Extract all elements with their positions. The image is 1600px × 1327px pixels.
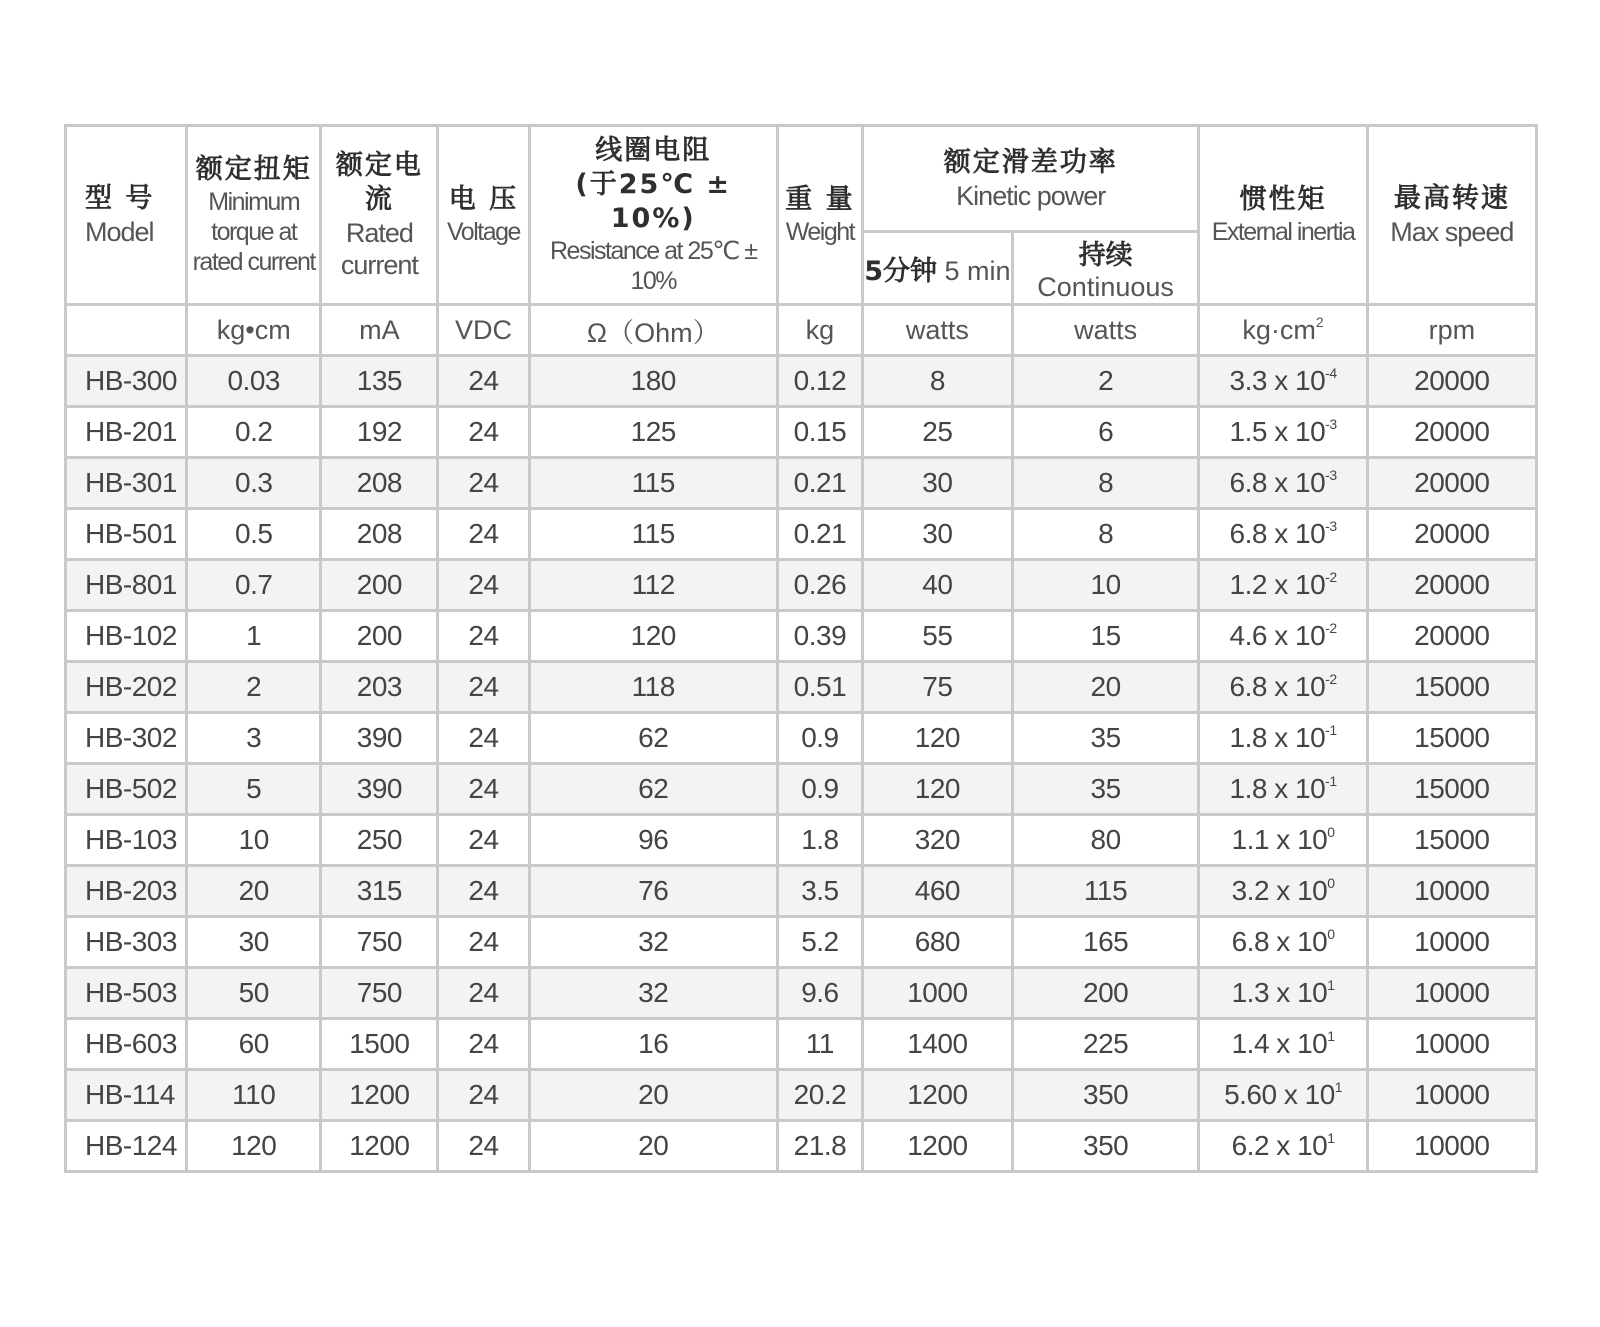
cell-torque: 110 bbox=[187, 1070, 321, 1121]
cell-weight: 21.8 bbox=[777, 1121, 862, 1172]
cell-inertia bbox=[1199, 815, 1367, 866]
cell-weight: 3.5 bbox=[777, 866, 862, 917]
cell-torque: 10 bbox=[187, 815, 321, 866]
unit-weight: kg bbox=[777, 305, 862, 356]
cell-speed: 20000 bbox=[1367, 356, 1536, 407]
cell-current: 390 bbox=[321, 713, 438, 764]
cell-speed: 10000 bbox=[1367, 917, 1536, 968]
cell-voltage: 24 bbox=[438, 764, 529, 815]
inertia-exponent: -4 bbox=[1325, 365, 1337, 381]
cell-speed: 20000 bbox=[1367, 407, 1536, 458]
cell-torque: 1 bbox=[187, 611, 321, 662]
spec-table-body bbox=[66, 356, 1537, 1172]
cell-inertia bbox=[1199, 560, 1367, 611]
cell-five-min: 1400 bbox=[863, 1019, 1013, 1070]
cell-weight: 11 bbox=[777, 1019, 862, 1070]
table-row bbox=[66, 917, 1537, 968]
cell-torque: 50 bbox=[187, 968, 321, 1019]
header-voltage: 电 压 Voltage bbox=[438, 126, 529, 305]
cell-continuous: 35 bbox=[1012, 713, 1199, 764]
inertia-mantissa: 1.2 x 10 bbox=[1229, 569, 1326, 600]
cell-continuous: 20 bbox=[1012, 662, 1199, 713]
header-weight: 重 量 Weight bbox=[777, 126, 862, 305]
cell-model: HB-501 bbox=[66, 509, 187, 560]
cell-voltage: 24 bbox=[438, 1019, 529, 1070]
inertia-mantissa: 1.8 x 10 bbox=[1229, 722, 1326, 753]
unit-continuous: watts bbox=[1012, 305, 1199, 356]
cell-voltage: 24 bbox=[438, 611, 529, 662]
unit-resistance: Ω（Ohm） bbox=[529, 305, 777, 356]
cell-inertia bbox=[1199, 764, 1367, 815]
cell-model: HB-103 bbox=[66, 815, 187, 866]
cell-model: HB-603 bbox=[66, 1019, 187, 1070]
cell-continuous: 200 bbox=[1012, 968, 1199, 1019]
cell-weight: 0.21 bbox=[777, 509, 862, 560]
cell-current: 203 bbox=[321, 662, 438, 713]
cell-inertia bbox=[1199, 917, 1367, 968]
cell-five-min: 40 bbox=[863, 560, 1013, 611]
cell-continuous: 35 bbox=[1012, 764, 1199, 815]
inertia-mantissa: 6.8 x 10 bbox=[1229, 671, 1326, 702]
cell-five-min: 680 bbox=[863, 917, 1013, 968]
table-row bbox=[66, 968, 1537, 1019]
cell-torque: 30 bbox=[187, 917, 321, 968]
header-kinetic-power: 额定滑差功率 Kinetic power bbox=[863, 126, 1199, 232]
cell-voltage: 24 bbox=[438, 866, 529, 917]
spec-table bbox=[64, 124, 1538, 1173]
cell-resistance: 125 bbox=[529, 407, 777, 458]
cell-model: HB-301 bbox=[66, 458, 187, 509]
cell-resistance: 112 bbox=[529, 560, 777, 611]
cell-continuous: 165 bbox=[1012, 917, 1199, 968]
inertia-mantissa: 4.6 x 10 bbox=[1229, 620, 1326, 651]
cell-five-min: 460 bbox=[863, 866, 1013, 917]
inertia-mantissa: 1.4 x 10 bbox=[1231, 1028, 1328, 1059]
cell-torque: 0.2 bbox=[187, 407, 321, 458]
cell-continuous: 115 bbox=[1012, 866, 1199, 917]
unit-inertia: $kg\cdot cm^2$ bbox=[1199, 305, 1367, 356]
table-row bbox=[66, 662, 1537, 713]
cell-speed: 10000 bbox=[1367, 1019, 1536, 1070]
header-current: 额定电流 Rated current bbox=[321, 126, 438, 305]
cell-speed: 20000 bbox=[1367, 509, 1536, 560]
cell-torque: 0.7 bbox=[187, 560, 321, 611]
cell-model: HB-114 bbox=[66, 1070, 187, 1121]
inertia-exponent: 0 bbox=[1327, 875, 1335, 891]
cell-five-min: 120 bbox=[863, 764, 1013, 815]
cell-inertia bbox=[1199, 356, 1367, 407]
cell-current: 208 bbox=[321, 509, 438, 560]
cell-voltage: 24 bbox=[438, 662, 529, 713]
table-row bbox=[66, 815, 1537, 866]
cell-current: 1200 bbox=[321, 1121, 438, 1172]
cell-torque: 20 bbox=[187, 866, 321, 917]
table-row bbox=[66, 458, 1537, 509]
inertia-mantissa: 1.5 x 10 bbox=[1229, 416, 1326, 447]
cell-weight: 20.2 bbox=[777, 1070, 862, 1121]
cell-current: 192 bbox=[321, 407, 438, 458]
cell-model: HB-502 bbox=[66, 764, 187, 815]
unit-speed: rpm bbox=[1367, 305, 1536, 356]
cell-weight: 0.9 bbox=[777, 713, 862, 764]
cell-weight: 0.39 bbox=[777, 611, 862, 662]
cell-five-min: 120 bbox=[863, 713, 1013, 764]
cell-model: HB-124 bbox=[66, 1121, 187, 1172]
table-row bbox=[66, 1019, 1537, 1070]
cell-inertia bbox=[1199, 458, 1367, 509]
cell-speed: 20000 bbox=[1367, 560, 1536, 611]
cell-current: 135 bbox=[321, 356, 438, 407]
cell-speed: 10000 bbox=[1367, 1121, 1536, 1172]
cell-weight: 0.15 bbox=[777, 407, 862, 458]
cell-torque: 0.03 bbox=[187, 356, 321, 407]
inertia-mantissa: 1.1 x 10 bbox=[1231, 824, 1328, 855]
unit-voltage: VDC bbox=[438, 305, 529, 356]
cell-voltage: 24 bbox=[438, 917, 529, 968]
cell-weight: 0.21 bbox=[777, 458, 862, 509]
cell-inertia bbox=[1199, 1121, 1367, 1172]
cell-inertia bbox=[1199, 611, 1367, 662]
cell-model: HB-801 bbox=[66, 560, 187, 611]
table-row bbox=[66, 611, 1537, 662]
cell-weight: 0.26 bbox=[777, 560, 862, 611]
cell-speed: 15000 bbox=[1367, 662, 1536, 713]
cell-voltage: 24 bbox=[438, 407, 529, 458]
cell-resistance: 32 bbox=[529, 917, 777, 968]
cell-five-min: 8 bbox=[863, 356, 1013, 407]
cell-current: 315 bbox=[321, 866, 438, 917]
cell-resistance: 120 bbox=[529, 611, 777, 662]
cell-speed: 20000 bbox=[1367, 611, 1536, 662]
cell-five-min: 1200 bbox=[863, 1121, 1013, 1172]
cell-resistance: 62 bbox=[529, 713, 777, 764]
inertia-mantissa: 6.8 x 10 bbox=[1231, 926, 1328, 957]
cell-model: HB-503 bbox=[66, 968, 187, 1019]
cell-resistance: 20 bbox=[529, 1070, 777, 1121]
cell-continuous: 15 bbox=[1012, 611, 1199, 662]
header-continuous: 持续 Continuous bbox=[1012, 232, 1199, 305]
inertia-mantissa: 3.2 x 10 bbox=[1231, 875, 1328, 906]
cell-model: HB-303 bbox=[66, 917, 187, 968]
cell-model: HB-203 bbox=[66, 866, 187, 917]
cell-voltage: 24 bbox=[438, 356, 529, 407]
cell-voltage: 24 bbox=[438, 1121, 529, 1172]
table-row bbox=[66, 407, 1537, 458]
cell-voltage: 24 bbox=[438, 560, 529, 611]
unit-torque: kg•cm bbox=[187, 305, 321, 356]
header-resistance: 线圈电阻 (于25℃ ± 10%) Resistance at 25℃ ± 10% bbox=[529, 126, 777, 305]
cell-continuous: 10 bbox=[1012, 560, 1199, 611]
cell-resistance: 20 bbox=[529, 1121, 777, 1172]
inertia-mantissa: 6.8 x 10 bbox=[1229, 467, 1326, 498]
cell-torque: 60 bbox=[187, 1019, 321, 1070]
cell-continuous: 2 bbox=[1012, 356, 1199, 407]
cell-current: 750 bbox=[321, 968, 438, 1019]
inertia-exponent: -1 bbox=[1325, 722, 1337, 738]
inertia-exponent: -2 bbox=[1325, 671, 1337, 687]
cell-current: 200 bbox=[321, 560, 438, 611]
cell-speed: 10000 bbox=[1367, 1070, 1536, 1121]
cell-torque: 0.5 bbox=[187, 509, 321, 560]
cell-weight: 0.51 bbox=[777, 662, 862, 713]
header-torque: 额定扭矩 Minimum torque at rated current bbox=[187, 126, 321, 305]
inertia-exponent: 0 bbox=[1327, 926, 1335, 942]
cell-resistance: 118 bbox=[529, 662, 777, 713]
cell-torque: 0.3 bbox=[187, 458, 321, 509]
cell-current: 390 bbox=[321, 764, 438, 815]
cell-model: HB-300 bbox=[66, 356, 187, 407]
cell-current: 250 bbox=[321, 815, 438, 866]
cell-five-min: 30 bbox=[863, 509, 1013, 560]
cell-voltage: 24 bbox=[438, 713, 529, 764]
inertia-exponent: -3 bbox=[1325, 416, 1337, 432]
inertia-exponent: -3 bbox=[1325, 467, 1337, 483]
cell-resistance: 115 bbox=[529, 509, 777, 560]
cell-weight: 0.12 bbox=[777, 356, 862, 407]
cell-continuous: 350 bbox=[1012, 1121, 1199, 1172]
inertia-mantissa: 1.8 x 10 bbox=[1229, 773, 1326, 804]
cell-torque: 2 bbox=[187, 662, 321, 713]
cell-continuous: 225 bbox=[1012, 1019, 1199, 1070]
cell-five-min: 25 bbox=[863, 407, 1013, 458]
unit-current: mA bbox=[321, 305, 438, 356]
cell-model: HB-302 bbox=[66, 713, 187, 764]
cell-speed: 10000 bbox=[1367, 968, 1536, 1019]
cell-current: 208 bbox=[321, 458, 438, 509]
cell-current: 1200 bbox=[321, 1070, 438, 1121]
table-row bbox=[66, 713, 1537, 764]
cell-resistance: 96 bbox=[529, 815, 777, 866]
cell-voltage: 24 bbox=[438, 509, 529, 560]
cell-resistance: 32 bbox=[529, 968, 777, 1019]
cell-resistance: 180 bbox=[529, 356, 777, 407]
cell-current: 200 bbox=[321, 611, 438, 662]
unit-5min: watts bbox=[863, 305, 1013, 356]
table-row bbox=[66, 509, 1537, 560]
header-row-main bbox=[66, 126, 1537, 232]
cell-voltage: 24 bbox=[438, 968, 529, 1019]
inertia-exponent: -2 bbox=[1325, 569, 1337, 585]
cell-torque: 5 bbox=[187, 764, 321, 815]
inertia-mantissa: 5.60 x 10 bbox=[1224, 1079, 1335, 1110]
cell-voltage: 24 bbox=[438, 458, 529, 509]
cell-weight: 0.9 bbox=[777, 764, 862, 815]
cell-model: HB-202 bbox=[66, 662, 187, 713]
cell-inertia bbox=[1199, 1019, 1367, 1070]
table-row bbox=[66, 764, 1537, 815]
cell-five-min: 1200 bbox=[863, 1070, 1013, 1121]
cell-voltage: 24 bbox=[438, 1070, 529, 1121]
header-inertia: 惯性矩 External inertia bbox=[1199, 126, 1367, 305]
cell-weight: 9.6 bbox=[777, 968, 862, 1019]
header-5min: 5分钟 5 min bbox=[863, 232, 1013, 305]
inertia-exponent: -1 bbox=[1325, 773, 1337, 789]
cell-weight: 5.2 bbox=[777, 917, 862, 968]
cell-continuous: 350 bbox=[1012, 1070, 1199, 1121]
table-row bbox=[66, 866, 1537, 917]
header-max-speed: 最高转速 Max speed bbox=[1367, 126, 1536, 305]
units-row bbox=[66, 305, 1537, 356]
cell-speed: 15000 bbox=[1367, 713, 1536, 764]
cell-resistance: 16 bbox=[529, 1019, 777, 1070]
cell-inertia bbox=[1199, 509, 1367, 560]
cell-resistance: 62 bbox=[529, 764, 777, 815]
cell-continuous: 6 bbox=[1012, 407, 1199, 458]
table-row bbox=[66, 1121, 1537, 1172]
cell-speed: 20000 bbox=[1367, 458, 1536, 509]
cell-continuous: 8 bbox=[1012, 458, 1199, 509]
cell-inertia bbox=[1199, 1070, 1367, 1121]
cell-inertia bbox=[1199, 866, 1367, 917]
inertia-mantissa: 1.3 x 10 bbox=[1231, 977, 1328, 1008]
inertia-mantissa: 6.2 x 10 bbox=[1231, 1130, 1328, 1161]
inertia-exponent: -3 bbox=[1325, 518, 1337, 534]
cell-torque: 120 bbox=[187, 1121, 321, 1172]
cell-speed: 15000 bbox=[1367, 764, 1536, 815]
inertia-mantissa: 3.3 x 10 bbox=[1229, 365, 1326, 396]
cell-speed: 10000 bbox=[1367, 866, 1536, 917]
table-row bbox=[66, 560, 1537, 611]
cell-five-min: 55 bbox=[863, 611, 1013, 662]
table-row bbox=[66, 356, 1537, 407]
cell-inertia bbox=[1199, 968, 1367, 1019]
cell-inertia bbox=[1199, 407, 1367, 458]
inertia-exponent: 1 bbox=[1327, 1130, 1335, 1146]
cell-speed: 15000 bbox=[1367, 815, 1536, 866]
header-model: 型 号 Model bbox=[66, 126, 187, 305]
cell-five-min: 75 bbox=[863, 662, 1013, 713]
inertia-exponent: 0 bbox=[1327, 824, 1335, 840]
cell-current: 750 bbox=[321, 917, 438, 968]
cell-inertia bbox=[1199, 662, 1367, 713]
cell-voltage: 24 bbox=[438, 815, 529, 866]
cell-resistance: 115 bbox=[529, 458, 777, 509]
cell-five-min: 320 bbox=[863, 815, 1013, 866]
inertia-exponent: -2 bbox=[1325, 620, 1337, 636]
inertia-mantissa: 6.8 x 10 bbox=[1229, 518, 1326, 549]
cell-torque: 3 bbox=[187, 713, 321, 764]
spec-table-container bbox=[64, 124, 1538, 1173]
cell-continuous: 80 bbox=[1012, 815, 1199, 866]
unit-model bbox=[66, 305, 187, 356]
table-row bbox=[66, 1070, 1537, 1121]
inertia-exponent: 1 bbox=[1334, 1079, 1343, 1095]
cell-weight: 1.8 bbox=[777, 815, 862, 866]
cell-continuous: 8 bbox=[1012, 509, 1199, 560]
cell-five-min: 30 bbox=[863, 458, 1013, 509]
cell-five-min: 1000 bbox=[863, 968, 1013, 1019]
inertia-exponent: 1 bbox=[1327, 977, 1335, 993]
cell-current: 1500 bbox=[321, 1019, 438, 1070]
cell-model: HB-102 bbox=[66, 611, 187, 662]
cell-resistance: 76 bbox=[529, 866, 777, 917]
inertia-exponent: 1 bbox=[1327, 1028, 1335, 1044]
cell-inertia bbox=[1199, 713, 1367, 764]
cell-model: HB-201 bbox=[66, 407, 187, 458]
